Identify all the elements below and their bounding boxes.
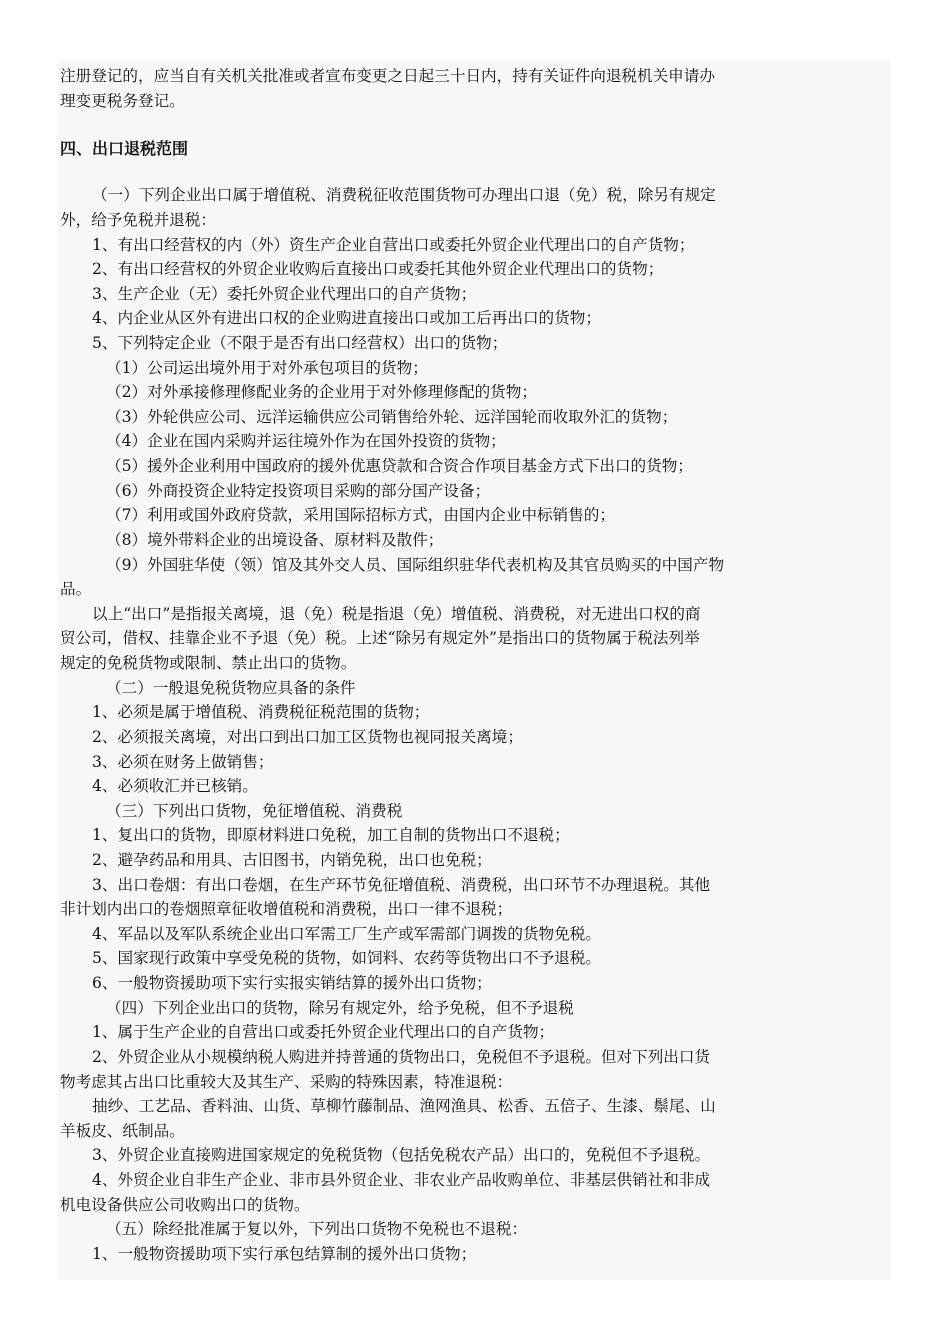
list-item: 4、必须收汇并已核销。	[92, 777, 258, 795]
list-item: 1、属于生产企业的自营出口或委托外贸企业代理出口的自产货物；	[92, 1023, 555, 1041]
paragraph-line: 外，给予免税并退税：	[60, 211, 216, 229]
paragraph-line: 物考虑其占出口比重较大及其生产、采购的特殊因素，特准退税：	[60, 1073, 513, 1091]
paragraph-line: 品。	[60, 580, 92, 598]
sub-list-item: （6）外商投资企业特定投资项目采购的部分国产设备；	[106, 482, 491, 500]
list-item: 2、避孕药品和用具、古旧图书，内销免税，出口也免税；	[92, 851, 492, 869]
list-item: 2、有出口经营权的外贸企业收购后直接出口或委托其他外贸企业代理出口的货物；	[92, 260, 664, 278]
paragraph-line: 贸公司，借权、挂靠企业不予退（免）税。上述“除另有规定外”是指出口的货物属于税法列举	[60, 629, 700, 647]
subsection-heading: （二）一般退免税货物应具备的条件	[106, 679, 356, 697]
sub-list-item: （1）公司运出境外用于对外承包项目的货物；	[106, 359, 428, 377]
list-item: 4、军品以及军队系统企业出口军需工厂生产或军需部门调拨的货物免税。	[92, 925, 601, 943]
list-item: 4、外贸企业自非生产企业、非市县外贸企业、非农业产品收购单位、非基层供销社和非成	[92, 1171, 711, 1189]
paragraph-line: 以上“出口”是指报关离境，退（免）税是指退（免）增值税、消费税，对无进出口权的商	[92, 605, 701, 623]
subsection-heading: （五）除经批准属于复以外，下列出口货物不免税也不退税：	[106, 1220, 528, 1238]
paragraph-line: 羊板皮、纸制品。	[60, 1122, 185, 1140]
list-item: 3、生产企业（无）委托外贸企业代理出口的自产货物；	[92, 285, 477, 303]
document-page	[58, 60, 890, 1280]
list-item: 3、出口卷烟：有出口卷烟，在生产环节免征增值税、消费税，出口环节不办理退税。其他	[92, 876, 711, 894]
list-item: 4、内企业从区外有进出口权的企业购进直接出口或加工后再出口的货物；	[92, 309, 601, 327]
list-item: 3、外贸企业直接购进国家规定的免税货物（包括免税农产品）出口的，免税但不予退税。	[92, 1146, 711, 1164]
paragraph-line: 机电设备供应公司收购出口的货物。	[60, 1196, 310, 1214]
paragraph-line: 抽纱、工艺品、香料油、山货、草柳竹藤制品、渔网渔具、松香、五倍子、生漆、鬃尾、山	[92, 1097, 716, 1115]
paragraph-line: 非计划内出口的卷烟照章征收增值税和消费税，出口一律不退税；	[60, 900, 513, 918]
sub-list-item: （8）境外带料企业的出境设备、原材料及散件；	[106, 531, 444, 549]
list-item: 2、外贸企业从小规模纳税人购进并持普通的货物出口，免税但不予退税。但对下列出口货	[92, 1048, 711, 1066]
list-item: 5、下列特定企业（不限于是否有出口经营权）出口的货物；	[92, 334, 508, 352]
paragraph-line: 理变更税务登记。	[60, 92, 185, 110]
section-heading: 四、出口退税范围	[60, 139, 189, 158]
list-item: 5、国家现行政策中享受免税的货物，如饲料、农药等货物出口不予退税。	[92, 949, 601, 967]
paragraph-line: 规定的免税货物或限制、禁止出口的货物。	[60, 654, 357, 672]
list-item: 3、必须在财务上做销售；	[92, 753, 274, 771]
subsection-heading: （四）下列企业出口的货物，除另有规定外，给予免税，但不予退税	[106, 999, 574, 1017]
paragraph-line: 注册登记的，应当自有关机关批准或者宣布变更之日起三十日内，持有关证件向退税机关申请办	[60, 67, 715, 85]
list-item: 1、复出口的货物，即原材料进口免税，加工自制的货物出口不退税；	[92, 826, 570, 844]
paragraph-line: （一）下列企业出口属于增值税、消费税征收范围货物可办理出口退（免）税，除另有规定	[92, 186, 716, 204]
list-item: 1、有出口经营权的内（外）资生产企业自营出口或委托外贸企业代理出口的自产货物；	[92, 236, 695, 254]
list-item: 2、必须报关离境，对出口到出口加工区货物也视同报关离境；	[92, 728, 523, 746]
list-item: 6、一般物资援助项下实行实报实销结算的援外出口货物；	[92, 974, 492, 992]
sub-list-item: （3）外轮供应公司、远洋运输供应公司销售给外轮、远洋国轮而收取外汇的货物；	[106, 408, 678, 426]
subsection-heading: （三）下列出口货物，免征增值税、消费税	[106, 802, 403, 820]
sub-list-item: （7）利用或国外政府贷款，采用国际招标方式，由国内企业中标销售的；	[106, 506, 615, 524]
sub-list-item: （5）援外企业利用中国政府的援外优惠贷款和合资合作项目基金方式下出口的货物；	[106, 457, 693, 475]
sub-list-item: （2）对外承接修理修配业务的企业用于对外修理修配的货物；	[106, 383, 537, 401]
list-item: 1、一般物资援助项下实行承包结算制的援外出口货物；	[92, 1245, 477, 1263]
sub-list-item: （4）企业在国内采购并运往境外作为在国外投资的货物；	[106, 432, 506, 450]
sub-list-item: （9）外国驻华使（领）馆及其外交人员、国际组织驻华代表机构及其官员购买的中国产物	[106, 556, 725, 574]
list-item: 1、必须是属于增值税、消费税征税范围的货物；	[92, 703, 430, 721]
